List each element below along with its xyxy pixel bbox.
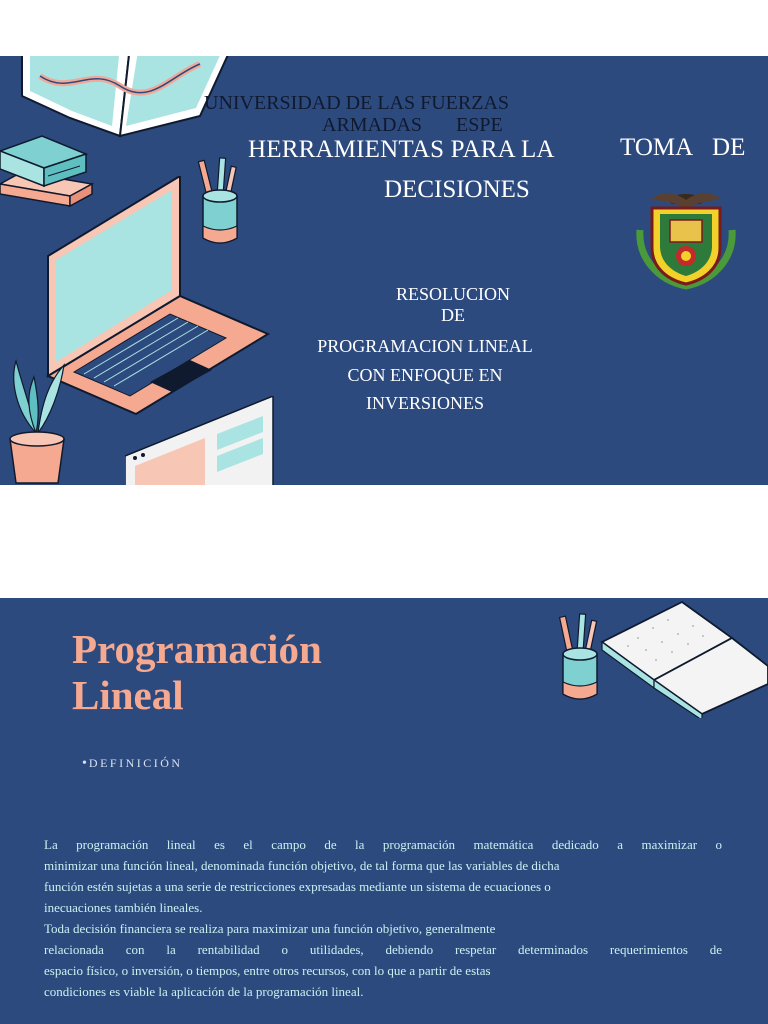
paragraph-line: La programación lineal es el campo de la programación matemática dedicado a maximizar o — [44, 837, 722, 852]
paragraph-line: condiciones es viable la aplicación de la programación lineal. — [44, 984, 364, 999]
paragraph-line: minimizar una función lineal, denominada función objetivo, de tal forma que las variables de dicha — [44, 858, 560, 873]
bullet-icon: • — [82, 756, 87, 771]
browser-window-icon — [125, 396, 275, 485]
subtitle-line: DE — [441, 305, 465, 325]
paragraph-line: espacio físico, o inversión, o tiempos, entre otros recursos, con lo que a partir de estas — [44, 963, 491, 978]
title-slide — [0, 56, 768, 485]
definition-paragraph — [0, 598, 768, 1024]
title-part1: HERRAMIENTAS PARA LA — [248, 136, 555, 163]
paragraph-line: inecuaciones también lineales. — [44, 900, 203, 915]
title-part3: DECISIONES — [384, 176, 530, 203]
subtitle-line: PROGRAMACION LINEAL — [317, 336, 533, 356]
paragraph-line: función estén sujetas a una serie de restricciones expresadas mediante un sistema de ecuaciones o — [44, 879, 551, 894]
espe-label: ESPE — [456, 114, 503, 136]
section-title-line2: Lineal — [72, 672, 184, 718]
university-line1: UNIVERSIDAD DE LAS FUERZAS — [204, 92, 510, 114]
espe-emblem — [630, 186, 742, 291]
section-title-line1: Programación — [72, 626, 322, 672]
subtitle-line: CON ENFOQUE EN — [347, 365, 503, 385]
subtitle-line: INVERSIONES — [365, 393, 484, 413]
definition-slide — [0, 598, 768, 1024]
laptop-illustration — [40, 176, 275, 416]
plant-icon — [6, 351, 71, 485]
paragraph-line: Toda decisión financiera se realiza para maximizar una función objetivo, generalmente — [44, 921, 496, 936]
university-name — [204, 92, 584, 136]
subtitle-line: RESOLUCION — [395, 284, 510, 304]
university-line2: ARMADAS — [322, 114, 423, 136]
paragraph-line: relacionada con la rentabilidad o utilidades, debiendo respetar determinados requerimientos de — [44, 942, 722, 957]
title-part2: TOMA DE — [620, 134, 746, 161]
definition-label-text: DEFINICIÓN — [88, 756, 183, 770]
